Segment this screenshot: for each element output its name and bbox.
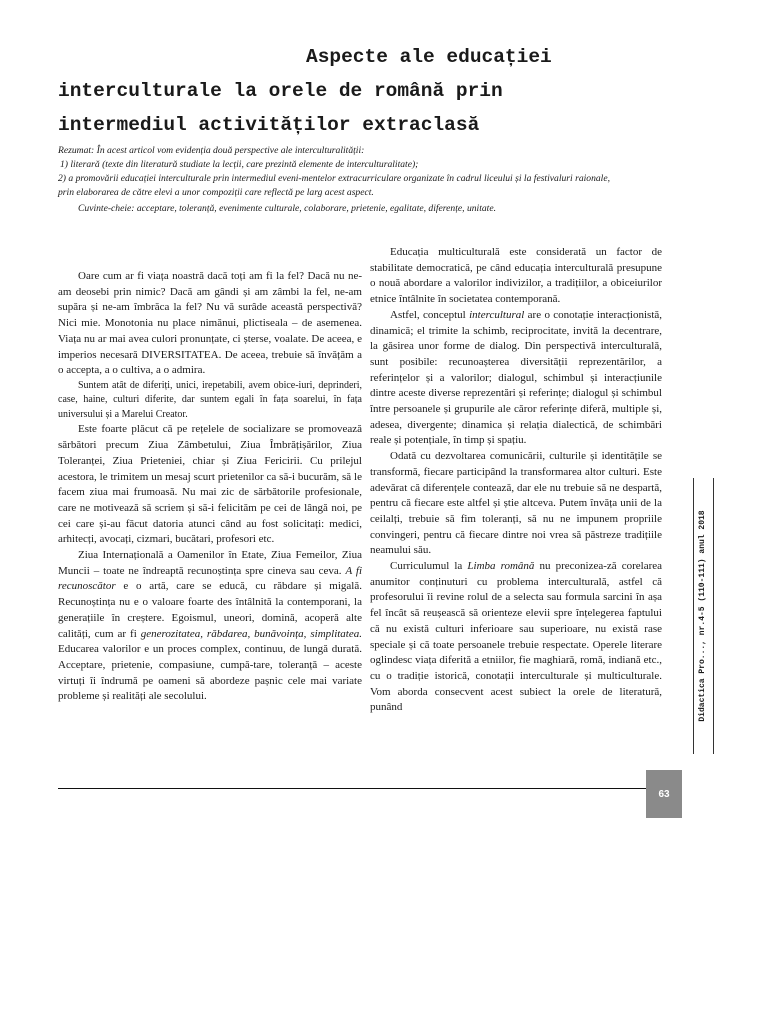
article-title — [58, 40, 618, 142]
italic-phrase: generozitatea, răbdarea, bunăvoința, simplitatea. — [140, 627, 363, 640]
running-head: Didactica Pro..., nr.4-5 (110-111) anul 2018 — [698, 510, 707, 722]
right-column — [370, 245, 662, 716]
text-run: Educarea valorilor e un proces complex, continuu, de lungă durată. Acceptare, prietenie, compasiune, cumpă-tare, toleranță – aceste virtuți îi îndrumă pe oameni să abordeze pașnic cele mai variate probleme și realități ale secolului. — [58, 643, 362, 703]
left-column — [58, 269, 362, 705]
text-run: nu preconizea-ză corelarea anumitor conținuturi cu problema interculturală, astfel că profesorului îi revine rolul de a selecta sau formula sarcini în așa fel încât să reușească să orienteze elevii spre înțelegerea faptului că nu există culturi inferioare sau superioare, nu există rase speciale și că toate persoanele trebuie respectate. Operele literare oglindesc viața diferită a etniilor, fie maghiară, romă, indiană etc., cu o tradiție istorică, conotații interculturale și multiculturale. Vom aborda consecvent acest subiect la orele de literatură, punând — [370, 560, 663, 714]
abstract-intro: Rezumat: În acest articol vom evidenția două perspective ale interculturalității: — [58, 145, 365, 156]
paragraph — [370, 308, 662, 449]
paragraph — [58, 548, 362, 705]
text-run: Astfel, conceptul — [390, 308, 466, 321]
abstract-point-1: 1) literară (texte din literatură studiate la lecții, care prezintă elemente de interculturalitate); — [60, 159, 419, 170]
paragraph: Odată cu dezvoltarea comunicării, culturile și identitățile se transformă, fiecare participând la transformarea altor culturi. Este adevărat că diferențele contează, dar ele nu trebuie să ne despartă, pentru că fiecare este altfel și știe altceva. Putem învăța unii de la ceilalți, trebuie să fim toleranți, să nu ne impunem propriile convingeri, pentru că fiecare dintre noi vrea să păstreze tradițiile neamului său. — [370, 450, 662, 557]
text-run: Ziua Internațională a Oamenilor în Etate, Ziua Femeilor, Ziua Muncii – toate ne îndreaptă recunoștința spre cineva sau ceva. — [58, 549, 362, 577]
paragraph — [370, 559, 662, 716]
paragraph: Suntem atât de diferiți, unici, irepetabili, avem obice-iuri, deprinderi, case, haine, culturi diferite, dar suntem egali în fața soarelui, în fața universului și a Marelui Creator. — [58, 379, 362, 420]
italic-phrase: Limba română — [467, 560, 535, 573]
paragraph: Educația multiculturală este considerată un factor de stabilitate democratică, pe când educația interculturală presupune o nouă abordare a valorilor indivizilor, a tradițiilor, a obiceiurilor etnice întâlnite în societatea contemporană. — [370, 246, 662, 306]
paragraph: Este foarte plăcut că pe rețelele de socializare se promovează sărbători precum Ziua Zâmbetului, Ziua Îmbrățișărilor, Ziua Toleranței, Ziua Prieteniei, chiar și Ziua Fericirii. Cu prilejul acestora, le trimitem un mesaj scurt prietenilor ca să-i bucurăm, să le facem ziua mai frumoasă. Nu mai zic de sărbătorile profesionale, care ne motivează să scriem și să-i felicităm pe cei de lângă noi, pe cei care și-au făcut datoria atunci când au fost solicitați: medici, arhitecți, avocați, cizmari, bucătari, profesori etc. — [58, 423, 362, 546]
abstract-point-2: 2) a promovării educației interculturale prin intermediul eveni-mentelor extracurriculare organizate în cadrul liceului și la festivaluri raionale, prin elaborarea de către elevi a unor compoziții care reflectă pe larg acest aspect. — [58, 173, 610, 198]
text-run: e o artă, care se educă, cu răbdare și migală. Recunoștința nu e o valoare foarte des întâlnită la contemporani, la generațiile în creștere. Egoismul, uneori, domină, acoperă alte calități, cum ar fi — [58, 580, 362, 640]
footer-rule — [58, 788, 646, 789]
title-line-1: Aspecte ale educației — [306, 46, 552, 68]
italic-phrase: intercultural — [469, 308, 525, 321]
abstract — [58, 144, 628, 216]
title-line-2: interculturale la orele de română prin — [58, 80, 503, 102]
text-run: Curriculumul la — [390, 560, 463, 573]
title-line-3: intermediul activităților extraclasă — [58, 114, 480, 136]
text-run: are o conotație interacționistă, dinamică; el trimite la schimb, reciprocitate, invită la decentrare, la găsirea unor forme de dialog. Din perspectivă interculturală, sunt posibile: recunoașterea diversității reprezentărilor, a referințelor și a valorilor; dialogul, schimbul și interacțiunile dintre aceste diverse reprezentări și referințe; dialogul și schimbul între persoanele și grupurile ale căror referințe diferă, multiple și, adesea, divergente; dinamica și relația dialectică, de schimbări reale și potențiale, în timp și spațiu. — [370, 308, 663, 447]
paragraph: Oare cum ar fi viața noastră dacă toți am fi la fel? Dacă nu ne-am deosebi prin nimic? Dacă am gândi și am zâmbi la fel, ne-am supăra și ne-am îmbrăca la fel? Nu vă surâde această perspectivă? Nici mie. Monotonia nu place nimănui, plictiseala – de asemenea. Viața nu ar mai avea culori pronunțate, ci șterse, voalate. De aceea, e imperios necesară DIVERSITATEA. De aceea, trebuie să învățăm a o accepta, a o cultiva, a o admira. — [58, 270, 362, 377]
page-number: 63 — [646, 770, 682, 818]
italic-phrase: A fi recunoscător — [58, 564, 362, 593]
keywords: Cuvinte-cheie: acceptare, toleranță, evenimente culturale, colaborare, prietenie, egalitate, diferențe, unitate. — [78, 203, 496, 214]
